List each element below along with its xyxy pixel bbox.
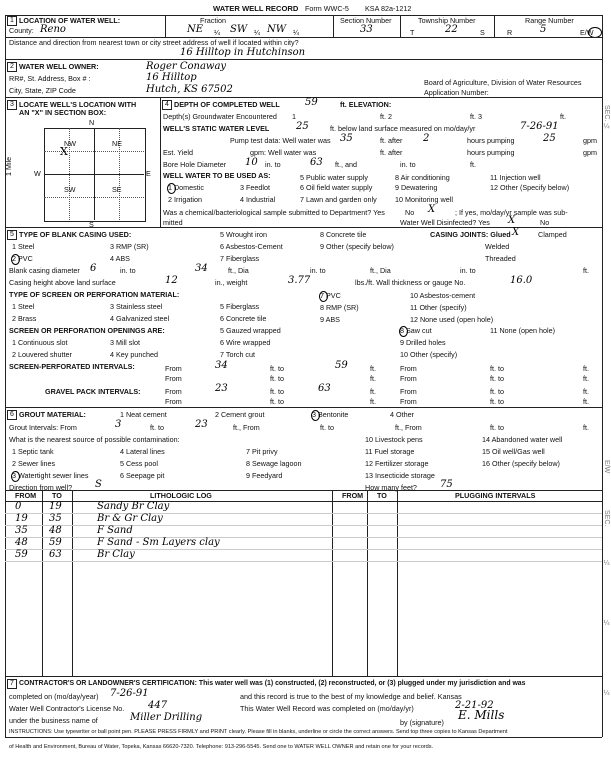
side-mark-b: E/W: [603, 460, 610, 474]
chem-label: Was a chemical/bacteriological sample submitted to Department? Yes: [163, 208, 385, 217]
township-label: Township Number: [418, 16, 476, 25]
spi-ft-to: ft. to: [270, 364, 284, 373]
instructions-2: of Health and Environment, Bureau of Water, Topeka, Kansas 66620-7320. Telephone: 913-296-5545. Send one to WATER WELL OWNER and retain one for your records.: [9, 744, 434, 750]
diameter-ftend: ft.: [583, 266, 589, 275]
opening-drilled[interactable]: 9 Drilled holes: [400, 338, 446, 347]
section-number[interactable]: 33: [360, 24, 373, 35]
openings-label: SCREEN OR PERFORATION OPENINGS ARE:: [9, 326, 165, 335]
casing-pvc-circle: [11, 254, 20, 265]
casing-asbestos[interactable]: 6 Asbestos-Cement: [220, 242, 283, 251]
pump-after: ft. after: [380, 136, 403, 145]
use-irrigation[interactable]: 2 Irrigation: [168, 195, 202, 204]
log-from-header: FROM: [15, 491, 37, 500]
log-from[interactable]: 59: [15, 549, 28, 560]
joints-threaded[interactable]: Threaded: [485, 254, 516, 263]
diameter-in-to-2: in. to: [460, 266, 476, 275]
grout-other[interactable]: 4 Other: [390, 410, 414, 419]
gw-1: 1: [292, 112, 296, 121]
gw-3: ft. 3: [470, 112, 482, 121]
screen-abs[interactable]: 9 ABS: [320, 315, 340, 324]
bore-value[interactable]: 10: [245, 157, 258, 168]
src-insecticide[interactable]: 13 Insecticide storage: [365, 471, 435, 480]
joints-welded[interactable]: Welded: [485, 242, 510, 251]
log-to-header: TO: [52, 491, 62, 500]
spi-from-2: From: [400, 364, 417, 373]
log-desc[interactable]: Br & Gr Clay: [97, 513, 163, 524]
license-number[interactable]: 447: [148, 700, 168, 711]
side-mark-f: ¼: [603, 690, 610, 697]
diameter-ft-dia: ft., Dia: [370, 266, 391, 275]
gpi-from-label: From: [165, 387, 182, 396]
gpi-ft: ft.: [370, 387, 376, 396]
depth-label: DEPTH OF COMPLETED WELL: [174, 100, 280, 109]
spi-ft: ft.: [370, 364, 376, 373]
log-from[interactable]: 19: [15, 513, 28, 524]
nw-label: NW: [64, 139, 76, 148]
casing-wrought[interactable]: 5 Wrought iron: [220, 230, 268, 239]
application-number: Application Number:: [424, 88, 489, 97]
use-domestic[interactable]: 1 Domestic: [168, 183, 204, 192]
chem-no[interactable]: No: [405, 208, 415, 217]
diameter-in-to: in. to: [310, 266, 326, 275]
src-abandoned[interactable]: 14 Abandoned water well: [482, 435, 563, 444]
signature[interactable]: E. Mills: [458, 708, 505, 722]
county-label: County:: [9, 26, 34, 35]
s1-label: LOCATION OF WATER WELL:: [19, 16, 121, 25]
south-label: S: [89, 220, 94, 229]
section-5-number: 5: [7, 230, 17, 240]
use-label: WELL WATER TO BE USED AS:: [163, 171, 271, 180]
gauge-value[interactable]: 16.0: [510, 275, 533, 286]
static-value[interactable]: 25: [296, 121, 309, 132]
pump-label: Pump test data: Well water was: [230, 136, 331, 145]
bore-label: Bore Hole Diameter: [163, 160, 227, 169]
use-feedlot[interactable]: 3 Feedlot: [240, 183, 270, 192]
spi-from[interactable]: 34: [215, 360, 228, 371]
range-number[interactable]: 5: [540, 24, 547, 35]
direction-value[interactable]: S: [95, 479, 102, 490]
gpi-ft-to-3: ft. to: [270, 397, 284, 406]
glued-x: X: [512, 227, 520, 238]
howmany-label: How many feet?: [365, 483, 417, 492]
gpi-ft-3: ft.: [370, 397, 376, 406]
quarter-1: ¼: [214, 28, 220, 37]
opening-sawcut-circle: [399, 326, 408, 337]
log-to[interactable]: 63: [49, 549, 62, 560]
owner-address[interactable]: 16 Hilltop: [146, 72, 197, 83]
log-litho-header: LITHOLOGIC LOG: [150, 491, 212, 500]
log-from[interactable]: 48: [15, 537, 28, 548]
disinfected-label: Water Well Disinfected? Yes: [400, 218, 490, 227]
gpi-ft-to: ft. to: [270, 387, 284, 396]
log-to[interactable]: 19: [49, 501, 62, 512]
section-number-label: Section Number: [340, 16, 392, 25]
business-name[interactable]: Miller Drilling: [130, 712, 203, 723]
gw-2: ft. 2: [380, 112, 392, 121]
diameter-label: Blank casing diameter: [9, 266, 80, 275]
ksa-number: KSA 82a-1212: [365, 4, 412, 13]
side-mark-d: ¼: [603, 560, 610, 567]
casing-fiberglass[interactable]: 7 Fiberglass: [220, 254, 260, 263]
plug-to-header: TO: [377, 491, 387, 500]
gpi-from[interactable]: 23: [215, 383, 228, 394]
diameter-ft[interactable]: 34: [195, 263, 208, 274]
gpi-from-4: From: [400, 397, 417, 406]
grout-ft-to: ft. to: [320, 423, 334, 432]
static-rest: ft. below land surface measured on mo/day/yr: [330, 124, 476, 133]
township-s: S: [480, 28, 485, 37]
location-x-mark: X: [60, 145, 68, 158]
bore-to[interactable]: 63: [310, 157, 323, 168]
range-r: R: [507, 28, 513, 37]
signature-label: by (signature): [400, 718, 444, 727]
distance-label: Distance and direction from nearest town or city street address of well if located within city?: [9, 38, 299, 47]
gpi-ft-to-2: ft. to: [490, 387, 504, 396]
form-number: Form WWC-5: [305, 4, 349, 13]
completed-date[interactable]: 7-26-91: [110, 688, 149, 699]
screen-pvc-circle: [319, 291, 328, 302]
north-label: N: [89, 118, 95, 127]
spi-ft-2: ft.: [583, 364, 589, 373]
log-to[interactable]: 35: [49, 513, 62, 524]
gpi-to[interactable]: 63: [318, 383, 331, 394]
log-rows: [5, 501, 602, 676]
grout-to[interactable]: 23: [195, 419, 208, 430]
gpi-from-3: From: [165, 397, 182, 406]
chem-rest: ; If yes, mo/day/yr sample was sub-: [455, 208, 568, 217]
use-other[interactable]: 12 Other (Specify below): [490, 183, 570, 192]
diameter-rest: ft., Dia: [228, 266, 249, 275]
opening-louvered[interactable]: 2 Louvered shutter: [12, 350, 72, 359]
opening-keypunched[interactable]: 4 Key punched: [110, 350, 158, 359]
sw-label: SW: [64, 185, 76, 194]
yield-gpm: gpm: [583, 148, 597, 157]
opening-none[interactable]: 11 None (open hole): [490, 326, 555, 335]
pump-gpm-label: gpm: [583, 136, 597, 145]
log-desc[interactable]: Sandy Br Clay: [97, 501, 170, 512]
opening-continuous[interactable]: 1 Continuous slot: [12, 338, 68, 347]
s5-label: TYPE OF BLANK CASING USED:: [19, 230, 132, 239]
screen-fiberglass[interactable]: 5 Fiberglass: [220, 302, 260, 311]
section-4-number: 4: [162, 100, 172, 110]
section-3-number: 3: [7, 100, 17, 110]
yield-after: ft. after: [380, 148, 403, 157]
src-fertilizer[interactable]: 12 Fertilizer storage: [365, 459, 429, 468]
src-other[interactable]: 16 Other (specify below): [482, 459, 560, 468]
range-label: Range Number: [525, 16, 574, 25]
se-label: SE: [112, 185, 122, 194]
howmany-value[interactable]: 75: [440, 479, 453, 490]
record-date[interactable]: 2-21-92: [455, 700, 494, 711]
weight-value[interactable]: 3.77: [288, 275, 311, 286]
direction-label: Direction from well?: [9, 483, 73, 492]
grout-neat[interactable]: 1 Neat cement: [120, 410, 167, 419]
src-cesspool[interactable]: 5 Cess pool: [120, 459, 158, 468]
pump-hours-label: hours pumping: [467, 136, 515, 145]
township-number[interactable]: 22: [445, 24, 458, 35]
casing-abs[interactable]: 4 ABS: [110, 254, 130, 263]
src-oilwell[interactable]: 15 Oil well/Gas well: [482, 447, 545, 456]
joints-clamped[interactable]: Clamped: [538, 230, 567, 239]
grout-to-label: ft. to: [150, 423, 164, 432]
section-6-number: 6: [7, 410, 17, 420]
owner-name[interactable]: Roger Conaway: [146, 61, 227, 72]
src-watertight[interactable]: 3 Watertight sewer lines: [12, 471, 89, 480]
bore-ft: ft.: [470, 160, 476, 169]
yield-hours: hours pumping: [467, 148, 515, 157]
section-2-number: 2: [7, 62, 17, 72]
table-row: [5, 549, 602, 562]
static-label: WELL'S STATIC WATER LEVEL: [163, 124, 270, 133]
spi-to[interactable]: 59: [335, 360, 348, 371]
height-label: Casing height above land surface: [9, 278, 116, 287]
screen-rmp[interactable]: 8 RMP (SR): [320, 303, 359, 312]
east-label: E: [146, 169, 151, 178]
section-7-number: 7: [7, 679, 17, 689]
spi-from-3: From: [165, 374, 182, 383]
fraction-2[interactable]: SW: [230, 24, 248, 35]
src-watertight-circle: [11, 471, 20, 482]
section-1-number: 1: [7, 16, 17, 26]
gauge-label: lbs./ft. Wall thickness or gauge No.: [355, 278, 466, 287]
opening-other[interactable]: 10 Other (specify): [400, 350, 458, 359]
grout-int-label: Grout Intervals: From: [9, 423, 77, 432]
side-mark-c: SEC.: [603, 510, 610, 527]
src-lagoon[interactable]: 8 Sewage lagoon: [246, 459, 302, 468]
grout-ftend: ft.: [583, 423, 589, 432]
spi-ft-3: ft.: [370, 374, 376, 383]
plug-header: PLUGGING INTERVALS: [455, 491, 536, 500]
use-dewatering[interactable]: 9 Dewatering: [395, 183, 438, 192]
county-value[interactable]: Reno: [40, 24, 66, 35]
groundwater-label: Depth(s) Groundwater Encountered: [163, 112, 277, 121]
depth-value[interactable]: 59: [305, 97, 318, 108]
yield-label: Est. Yield: [163, 148, 193, 157]
quarter-3: ¼: [293, 28, 299, 37]
use-monitoring[interactable]: 10 Monitoring well: [395, 195, 453, 204]
opening-sawcut[interactable]: 8 Saw cut: [400, 326, 432, 335]
use-oilfield[interactable]: 6 Oil field water supply: [300, 183, 373, 192]
spi-ft-to-3: ft. to: [270, 374, 284, 383]
screen-none[interactable]: 12 None used (open hole): [410, 315, 494, 324]
section-box[interactable]: [44, 128, 146, 222]
grout-cement[interactable]: 2 Cement grout: [215, 410, 265, 419]
pump-ft[interactable]: 35: [340, 133, 353, 144]
diameter-value[interactable]: 6: [90, 263, 97, 274]
log-to[interactable]: 59: [49, 537, 62, 548]
gpi-ft-to-4: ft. to: [490, 397, 504, 406]
s2-label: WATER WELL OWNER:: [19, 62, 99, 71]
src-sewer[interactable]: 2 Sewer lines: [12, 459, 56, 468]
grout-ft-to-2: ft. to: [490, 423, 504, 432]
gpi-ft-2: ft.: [583, 387, 589, 396]
src-lateral[interactable]: 4 Lateral lines: [120, 447, 165, 456]
disinfected-x: X: [508, 215, 516, 226]
height-value[interactable]: 12: [165, 275, 178, 286]
use-injection[interactable]: 11 Injection well: [490, 173, 541, 182]
instructions-1: INSTRUCTIONS: Use typewriter or ball point pen. PLEASE PRESS FIRMLY and PRINT clearly. Please fill in blanks, underline or circle the correct answers. Send top three copies to Kansas Department: [9, 729, 508, 735]
grout-from[interactable]: 3: [115, 419, 122, 430]
form-title: WATER WELL RECORD: [213, 4, 299, 13]
spi-ft-to-4: ft. to: [490, 374, 504, 383]
grout-bentonite[interactable]: 3 Bentonite: [312, 410, 349, 419]
side-mark-a: SEC. ¼: [603, 105, 610, 131]
src-pit-privy[interactable]: 7 Pit privy: [246, 447, 278, 456]
spi-ft-to-2: ft. to: [490, 364, 504, 373]
ne-label: NE: [112, 139, 122, 148]
chem-mitted: mitted: [163, 218, 183, 227]
static-date[interactable]: 7-26-91: [520, 121, 559, 132]
use-air[interactable]: 8 Air conditioning: [395, 173, 450, 182]
license-label: Water Well Contractor's License No.: [9, 704, 125, 713]
casing-other[interactable]: 9 Other (specify below): [320, 242, 394, 251]
elevation-label: ft. ELEVATION:: [340, 100, 392, 109]
casing-steel[interactable]: 1 Steel: [12, 242, 35, 251]
quarter-2: ¼: [254, 28, 260, 37]
distance-value[interactable]: 16 Hilltop in Hutchinson: [180, 47, 306, 58]
screen-other[interactable]: 11 Other (specify): [410, 303, 467, 312]
mile-label: 1 Mile: [4, 156, 13, 176]
fraction-1[interactable]: NE: [187, 24, 204, 35]
plug-from-header: FROM: [342, 491, 364, 500]
log-to[interactable]: 48: [49, 525, 62, 536]
source-label: What is the nearest source of possible contamination:: [9, 435, 180, 444]
bore-in-to: in. to: [265, 160, 281, 169]
log-desc[interactable]: F Sand: [97, 525, 133, 536]
src-feedyard[interactable]: 9 Feedyard: [246, 471, 283, 480]
fraction-3[interactable]: NW: [267, 24, 287, 35]
spi-ft-4: ft.: [583, 374, 589, 383]
disinfected-no[interactable]: No: [540, 218, 550, 227]
src-seepage[interactable]: 6 Seepage pit: [120, 471, 165, 480]
screen-label: TYPE OF SCREEN OR PERFORATION MATERIAL:: [9, 290, 180, 299]
spi-label: SCREEN-PERFORATED INTERVALS:: [9, 362, 135, 371]
owner-city[interactable]: Hutch, KS 67502: [146, 84, 233, 95]
log-desc[interactable]: F Sand - Sm Layers clay: [97, 537, 220, 548]
pump-gpm[interactable]: 25: [543, 133, 556, 144]
gpi-ft-4: ft.: [583, 397, 589, 406]
screen-asbestos[interactable]: 10 Asbestos-cement: [410, 291, 476, 300]
log-from[interactable]: 35: [15, 525, 28, 536]
pump-hours[interactable]: 2: [423, 133, 430, 144]
certification-label: CONTRACTOR'S OR LANDOWNER'S CERTIFICATION: This water well was (1) constructed, (2) reconstructed, or (3) plugged under my jurisdiction and was: [19, 680, 526, 687]
src-septic[interactable]: 1 Septic tank: [12, 447, 54, 456]
record-label: This Water Well Record was completed on (mo/day/yr): [240, 704, 414, 713]
spi-from-label: From: [165, 364, 182, 373]
screen-pvc[interactable]: 7 PVC: [320, 291, 341, 300]
completed-rest: and this record is true to the best of my knowledge and belief. Kansas: [240, 692, 462, 701]
west-label: W: [34, 169, 41, 178]
chem-x: X: [428, 204, 436, 215]
opening-wire[interactable]: 6 Wire wrapped: [220, 338, 271, 347]
range-ew: E/W: [580, 28, 594, 37]
screen-stainless[interactable]: 3 Stainless steel: [110, 302, 163, 311]
casing-rmp[interactable]: 3 RMP (SR): [110, 242, 149, 251]
grout-bentonite-circle: [311, 410, 320, 421]
log-desc[interactable]: Br Clay: [97, 549, 135, 560]
s3-label-2: AN "X" IN SECTION BOX:: [19, 108, 107, 117]
address-label: RR#, St. Address, Box # :: [9, 74, 91, 83]
screen-brass[interactable]: 2 Brass: [12, 314, 37, 323]
casing-joints-label: CASING JOINTS: Glued: [430, 230, 511, 239]
opening-torch[interactable]: 7 Torch cut: [220, 350, 256, 359]
weight-label: in., weight: [215, 278, 248, 287]
log-from[interactable]: 0: [15, 501, 22, 512]
bore-and: ft., and: [335, 160, 357, 169]
opening-mill[interactable]: 3 Mill slot: [110, 338, 140, 347]
casing-concrete[interactable]: 8 Concrete tile: [320, 230, 367, 239]
use-domestic-circle: [167, 183, 176, 194]
grout-ft-from: ft., From: [395, 423, 422, 432]
use-public[interactable]: 5 Public water supply: [300, 173, 368, 182]
township-t: T: [410, 28, 415, 37]
yield-rest: gpm: Well water was: [250, 148, 317, 157]
board-text: Board of Agriculture, Division of Water Resources: [424, 78, 582, 87]
city-label: City, State, ZIP Code: [9, 86, 76, 95]
grout-label: GROUT MATERIAL:: [19, 410, 86, 419]
casing-pvc[interactable]: 2 PVC: [12, 254, 33, 263]
fraction-label: Fraction: [200, 16, 226, 25]
src-fuel[interactable]: 11 Fuel storage: [365, 447, 415, 456]
opening-gauzed[interactable]: 5 Gauzed wrapped: [220, 326, 281, 335]
diameter-to: in. to: [120, 266, 136, 275]
spi-from-4: From: [400, 374, 417, 383]
completed-label: completed on (mo/day/year): [9, 692, 99, 701]
gw-ft: ft.: [560, 112, 566, 121]
use-lawn[interactable]: 7 Lawn and garden only: [300, 195, 377, 204]
gpi-label: GRAVEL PACK INTERVALS:: [45, 387, 141, 396]
src-livestock[interactable]: 10 Livestock pens: [365, 435, 423, 444]
use-industrial[interactable]: 4 Industrial: [240, 195, 276, 204]
bore-in-to-2: in. to: [400, 160, 416, 169]
screen-galvanized[interactable]: 4 Galvanized steel: [110, 314, 170, 323]
business-label: under the business name of: [9, 716, 98, 725]
screen-concrete[interactable]: 6 Concrete tile: [220, 314, 267, 323]
grout-rest: ft., From: [233, 423, 260, 432]
gpi-from-2: From: [400, 387, 417, 396]
screen-steel[interactable]: 1 Steel: [12, 302, 35, 311]
s3-label: LOCATE WELL'S LOCATION WITH: [19, 100, 137, 109]
side-mark-e: ¼: [603, 620, 610, 627]
